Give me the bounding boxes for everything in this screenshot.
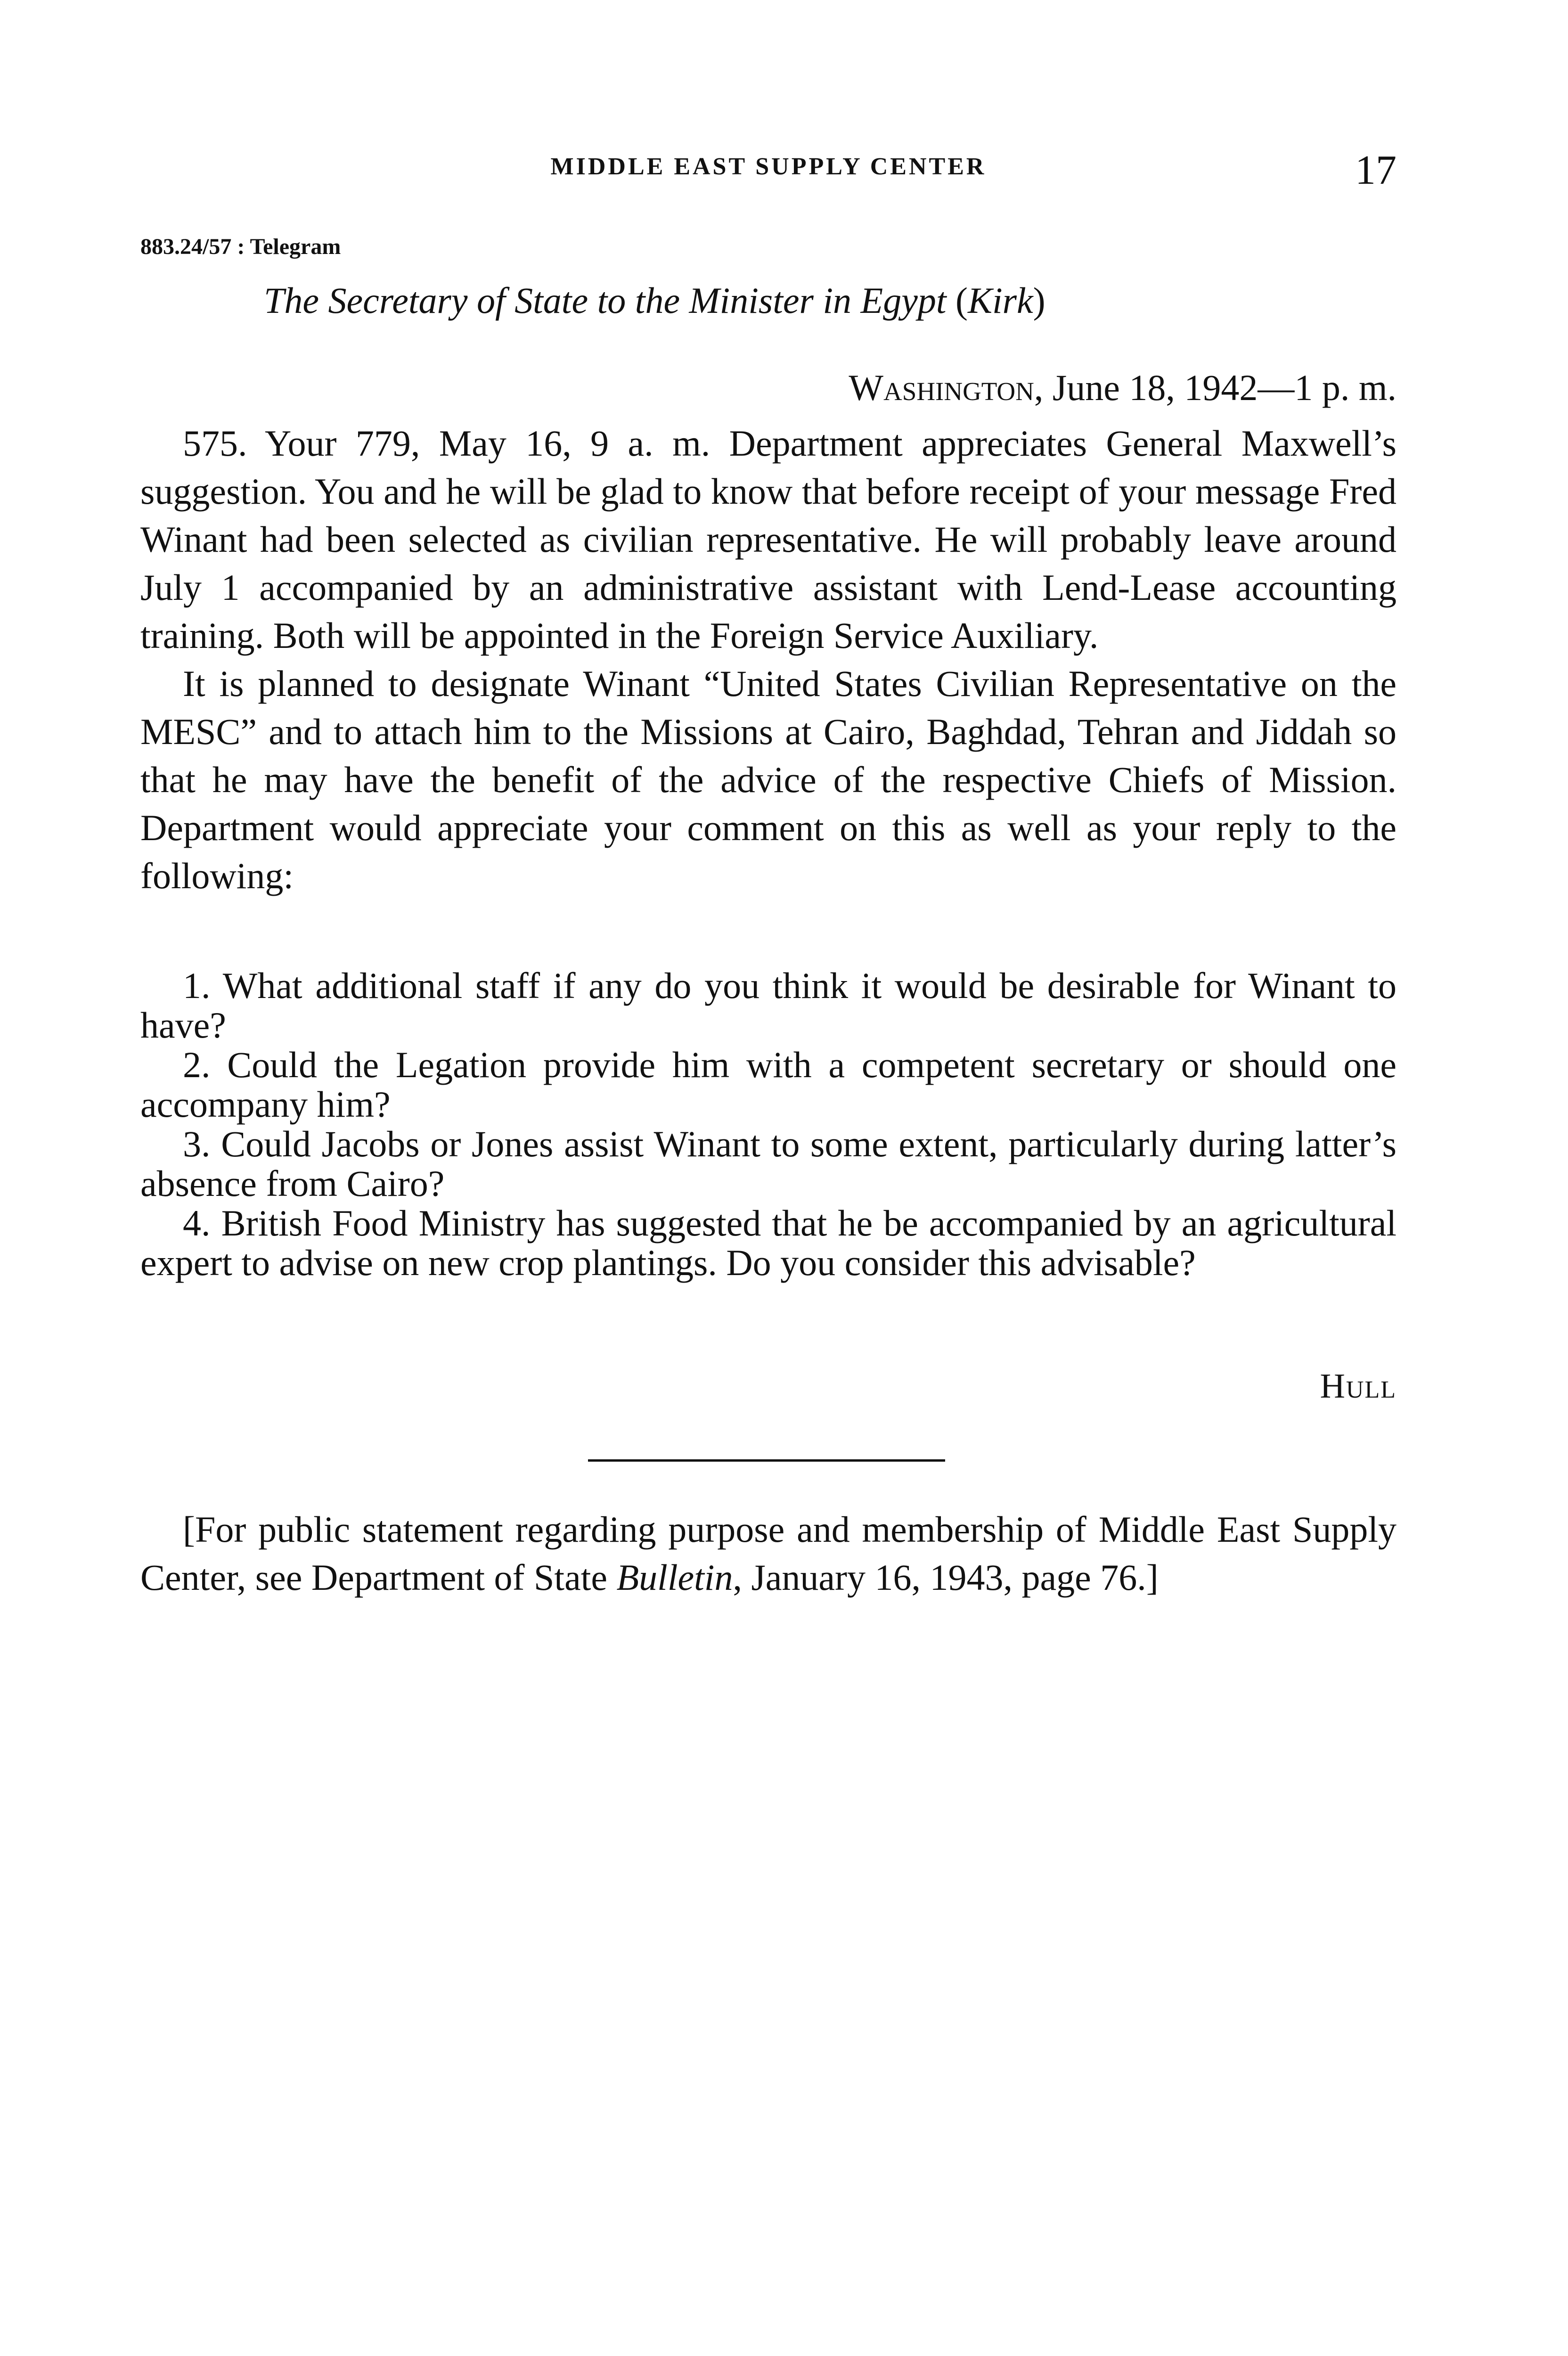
heading-open-paren: ( [955, 280, 968, 321]
editor-note-text [140, 1505, 1396, 1602]
page-number: 17 [1355, 147, 1396, 193]
running-head [140, 147, 1396, 202]
heading-name: Kirk [967, 280, 1033, 321]
question-item: 3. Could Jacobs or Jones assist Winant to some extent, particularly during latter’s absence from Cairo? [140, 1123, 1396, 1204]
question-item: 1. What additional staff if any do you think it would be desirable for Winant to have? [140, 965, 1396, 1046]
body-paragraph: 575. Your 779, May 16, 9 a. m. Department appreciates General Maxwell’s suggestion. You and he will be glad to know that before receipt of your message Fred Winant had been selected as civilian representative. He will probably leave around July 1 accompanied by an administrative assistant with Lend-Lease accounting training. Both will be appointed in the Foreign Service Auxiliary. [140, 423, 1396, 656]
telegram-body [140, 419, 1396, 900]
section-divider [588, 1459, 945, 1462]
dateline [849, 368, 1396, 408]
editor-note-bulletin: Bulletin [616, 1557, 733, 1598]
editor-note-after: , January 16, 1943, page 76.] [733, 1557, 1159, 1598]
document-heading [264, 280, 1045, 321]
dateline-place: Washington [849, 367, 1034, 408]
editor-note-before: [For public statement regarding purpose and membership of Middle East Supply Center, see Department of State [140, 1509, 1396, 1598]
dateline-date: , June 18, 1942—1 p. m. [1034, 367, 1396, 408]
question-item: 4. British Food Ministry has suggested that he be accompanied by an agricultural expert to advise on new crop plantings. Do you consider this advisable? [140, 1203, 1396, 1283]
file-reference: 883.24/57 : Telegram [140, 234, 341, 259]
question-item: 2. Could the Legation provide him with a competent secretary or should one accompany him? [140, 1044, 1396, 1125]
question-list [140, 966, 1396, 1283]
heading-close-paren: ) [1033, 280, 1045, 321]
editor-note [140, 1505, 1396, 1602]
body-paragraph: It is planned to designate Winant “United States Civilian Representative on the MESC” and to attach him to the Missions at Cairo, Baghdad, Tehran and Jiddah so that he may have the benefit of the advice of the respective Chiefs of Mission. Department would appreciate your comment on this as well as your reply to the following: [140, 663, 1396, 896]
heading-title: The Secretary of State to the Minister in Egypt [264, 280, 947, 321]
running-title: MIDDLE EAST SUPPLY CENTER [550, 153, 987, 180]
signature: Hull [1320, 1367, 1396, 1406]
